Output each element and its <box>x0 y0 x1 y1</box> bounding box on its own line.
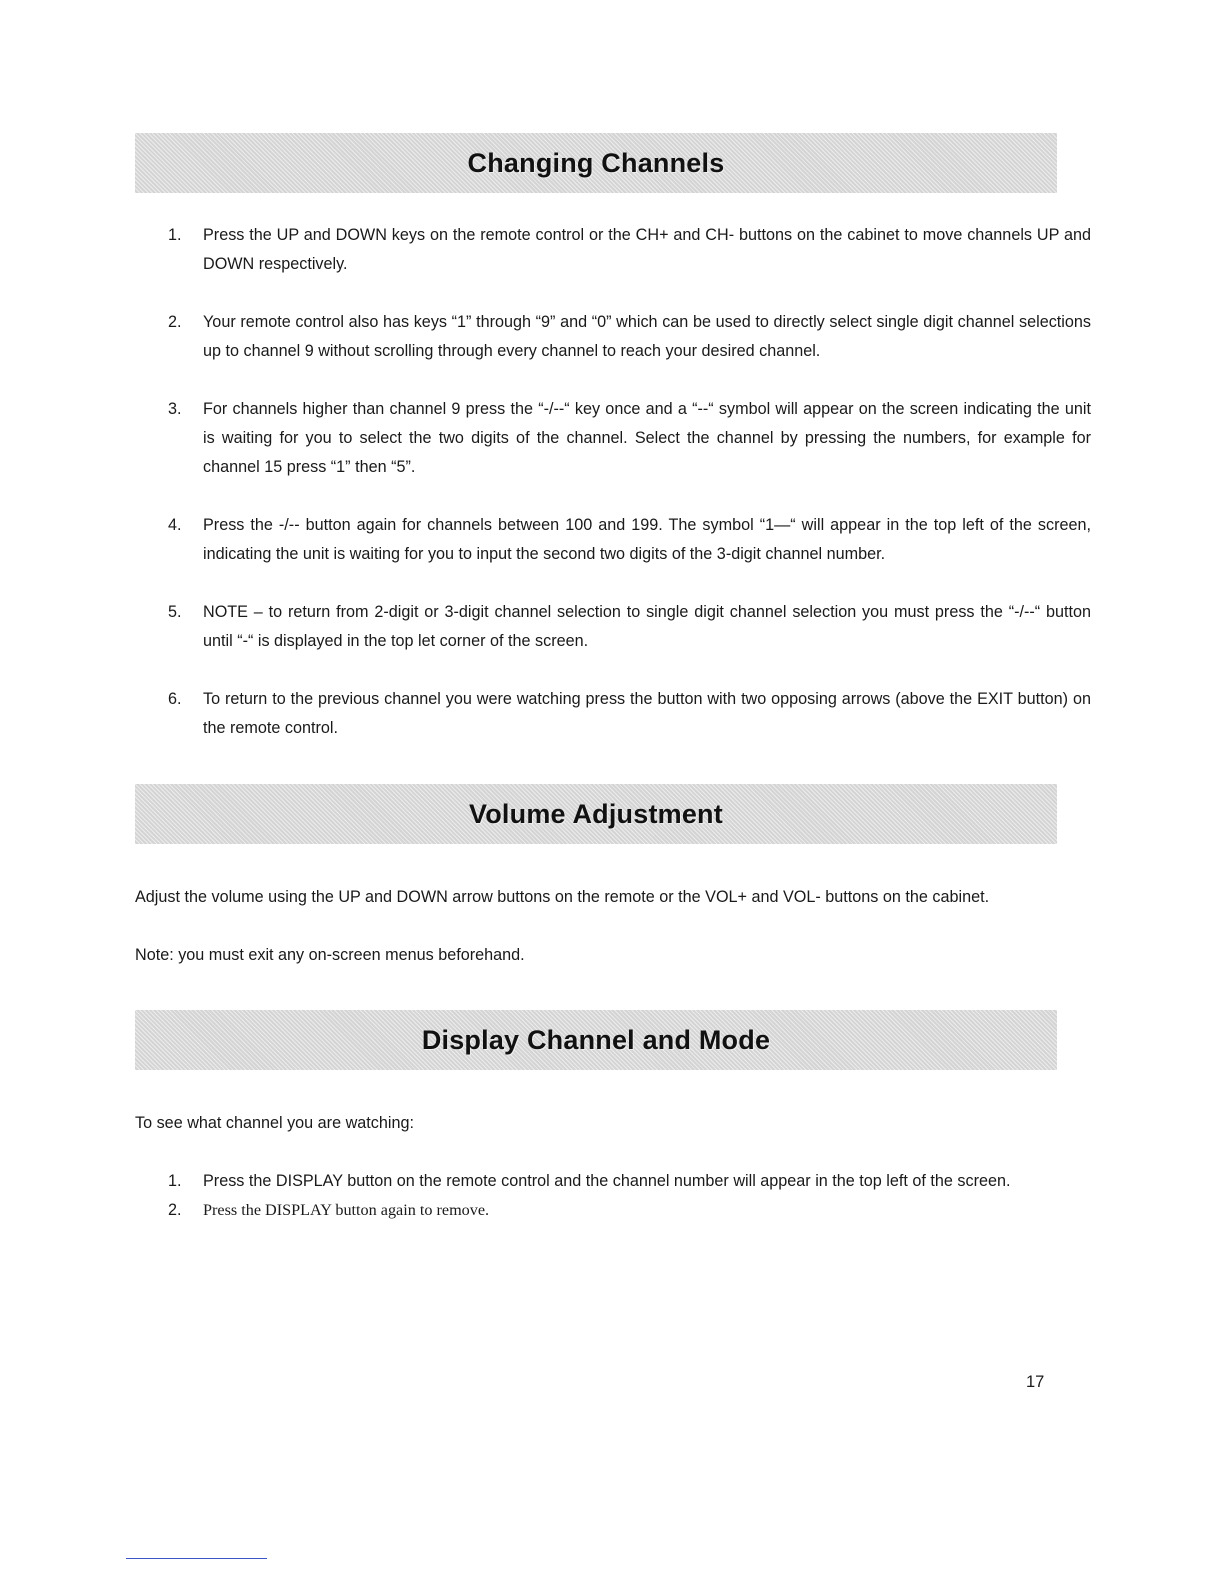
display-steps-list <box>135 1167 1091 1225</box>
list-item-text: NOTE – to return from 2-digit or 3-digit channel selection to single digit channel selection you must press the “-/--“ button until “-“ is displayed in the top let corner of the screen. <box>203 603 1091 650</box>
list-item <box>135 598 1091 656</box>
section-title: Volume Adjustment <box>469 798 723 829</box>
list-item-text: Your remote control also has keys “1” through “9” and “0” which can be used to directly select single digit channel selections up to channel 9 without scrolling through every channel to reach your desired channel. <box>203 313 1091 360</box>
list-item-number: 6. <box>168 690 182 708</box>
list-item-text: Press the UP and DOWN keys on the remote control or the CH+ and CH- buttons on the cabinet to move channels UP and DOWN respectively. <box>203 226 1091 273</box>
list-item-number: 1. <box>168 226 182 244</box>
section-header-changing-channels <box>135 133 1057 193</box>
volume-note: Note: you must exit any on-screen menus beforehand. <box>135 946 525 964</box>
footnote-divider <box>126 1558 267 1559</box>
list-item-number: 5. <box>168 603 182 621</box>
changing-channels-list <box>135 221 1091 743</box>
list-item <box>135 685 1091 743</box>
volume-paragraph: Adjust the volume using the UP and DOWN arrow buttons on the remote or the VOL+ and VOL- buttons on the cabinet. <box>135 888 990 906</box>
section-title: Display Channel and Mode <box>421 1024 771 1055</box>
list-item <box>135 308 1091 366</box>
list-item-text: Press the DISPLAY button again to remove. <box>203 1201 490 1219</box>
list-item-text: Press the DISPLAY button on the remote control and the channel number will appear in the top left of the screen. <box>203 1172 1011 1190</box>
list-item-number: 4. <box>168 516 182 534</box>
list-item-number: 2. <box>168 1201 182 1219</box>
list-item-number: 1. <box>168 1172 182 1190</box>
section-header-display-channel-mode <box>135 1010 1057 1070</box>
list-item-text: Press the -/-- button again for channels between 100 and 199. The symbol “1—“ will appear in the top left of the screen, indicating the unit is waiting for you to input the second two digits of the 3-digit channel number. <box>203 516 1091 563</box>
list-item-text: For channels higher than channel 9 press the “-/--“ key once and a “--“ symbol will appear on the screen indicating the unit is waiting for you to select the two digits of the channel. Select the channel by pressing the numbers, for example for channel 15 press “1” then “5”. <box>203 400 1091 476</box>
list-item <box>135 1167 1091 1196</box>
list-item <box>135 395 1091 482</box>
list-item-text: To return to the previous channel you were watching press the button with two opposing arrows (above the EXIT button) on the remote control. <box>203 690 1091 737</box>
page-number: 17 <box>1026 1373 1045 1391</box>
display-intro: To see what channel you are watching: <box>135 1114 414 1132</box>
list-item <box>135 221 1091 279</box>
list-item-number: 3. <box>168 400 182 418</box>
list-item-number: 2. <box>168 313 182 331</box>
section-header-volume-adjustment <box>135 784 1057 844</box>
section-title: Changing Channels <box>467 147 725 178</box>
list-item <box>135 1196 1091 1225</box>
list-item <box>135 511 1091 569</box>
